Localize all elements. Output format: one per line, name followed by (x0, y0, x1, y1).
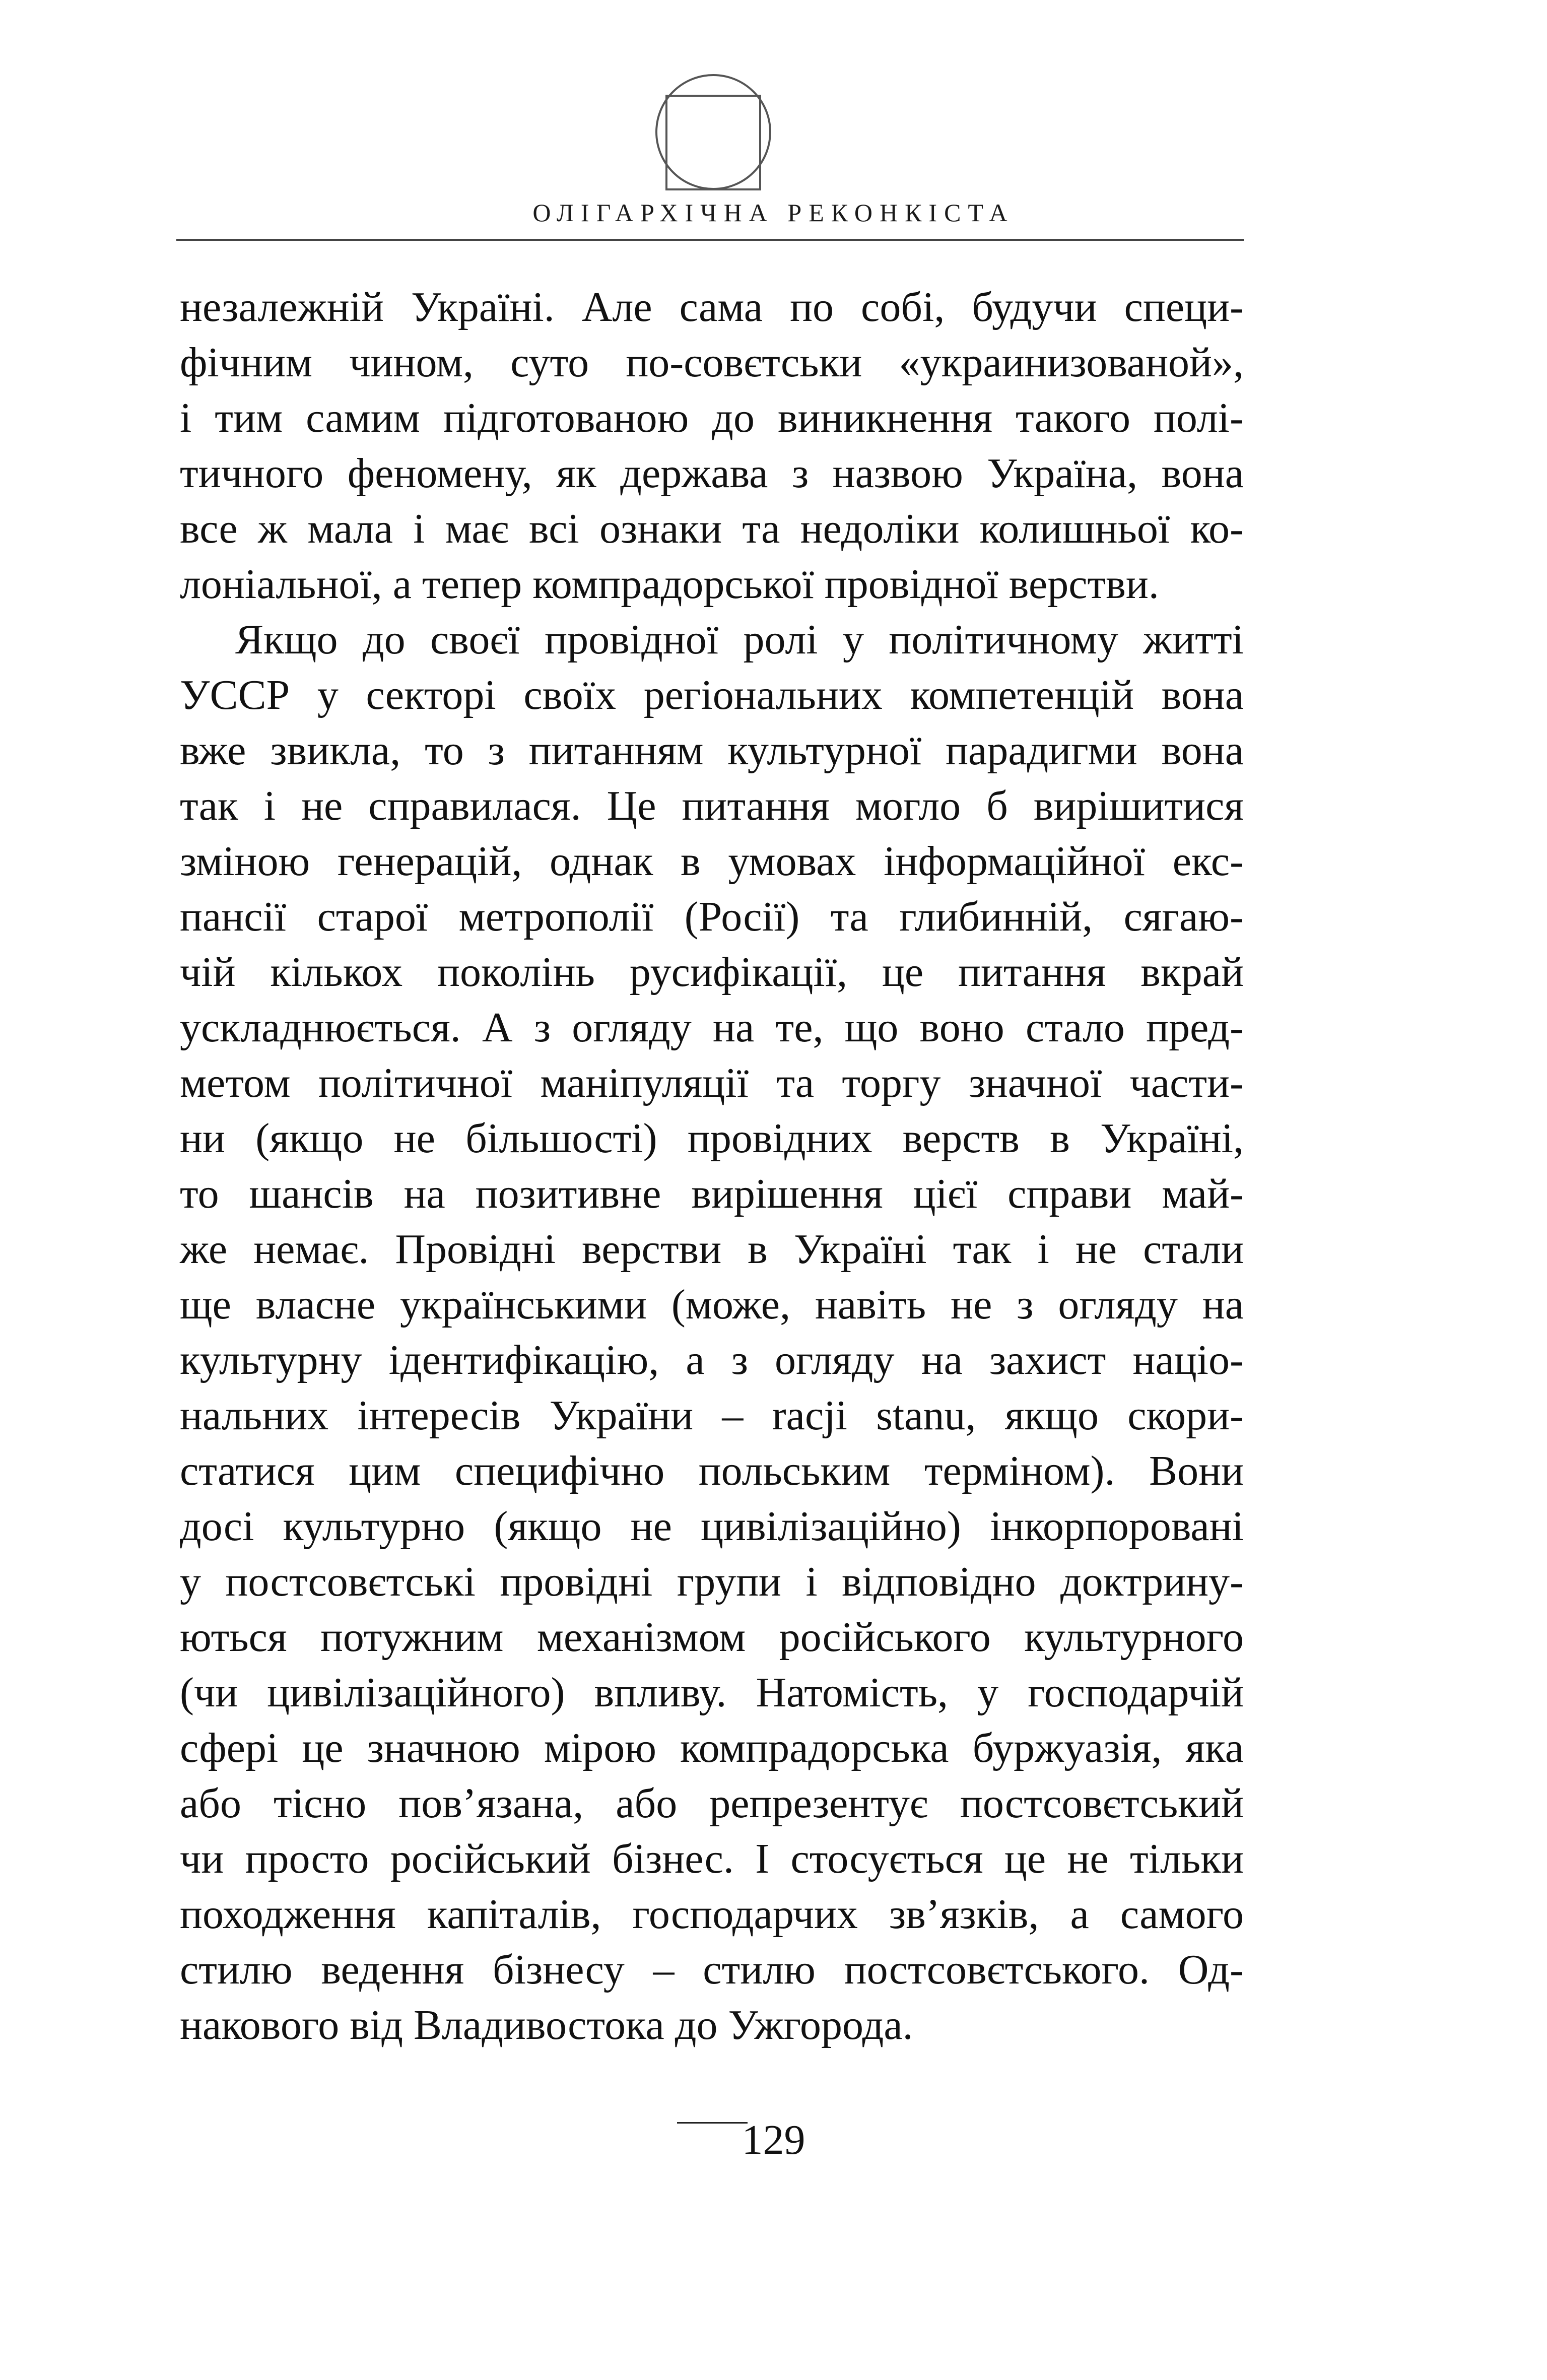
paragraph-2-line: походження капіталів, господарчих зв’язків, а самого (180, 1891, 1244, 1938)
paragraph-2-line: же немає. Провідні верстви в Україні так і не стали (180, 1226, 1244, 1273)
paragraph-2-line: зміною генерацій, однак в умовах інформаційної екс- (180, 838, 1244, 885)
paragraph-2-line: у постсовєтські провідні групи і відповідно доктрину- (180, 1558, 1244, 1605)
paragraph-1-line: фічним чином, суто по-совєтськи «украинизованой», (180, 339, 1244, 386)
paragraph-2-line: ускладнюється. А з огляду на те, що воно стало пред- (180, 1004, 1244, 1051)
paragraph-2-line: культурну ідентифікацію, а з огляду на захист націо- (180, 1337, 1244, 1383)
paragraph-2-line: досі культурно (якщо не цивілізаційно) інкорпоровані (180, 1503, 1244, 1550)
paragraph-2-line: так і не справилася. Це питання могло б вирішитися (180, 782, 1244, 829)
paragraph-2-line: сфері це значною мірою компрадорська буржуазія, яка (180, 1725, 1244, 1771)
paragraph-2-line: пансії старої метрополії (Росії) та глибинній, сягаю- (180, 893, 1244, 940)
paragraph-2-line: то шансів на позитивне вирішення цієї справи май- (180, 1170, 1244, 1217)
paragraph-1-line: лоніальної, а тепер компрадорської провідної верстви. (180, 561, 1159, 608)
paragraph-2-line: нальних інтересів України – racji stanu, якщо скори- (180, 1392, 1244, 1439)
paragraph-1-line: тичного феномену, як держава з назвою Україна, вона (180, 450, 1244, 497)
paragraph-2-line: ще власне українськими (може, навіть не з огляду на (180, 1281, 1244, 1328)
paragraph-2-line: статися цим специфічно польським терміном). Вони (180, 1447, 1244, 1494)
paragraph-1-line: і тим самим підготованою до виникнення такого полі- (180, 394, 1244, 441)
header-rule (176, 239, 1244, 241)
paragraph-2-line: чи просто російський бізнес. І стосується це не тільки (180, 1835, 1244, 1882)
paragraph-2-line: або тісно пов’язана, або репрезентує постсовєтський (180, 1780, 1244, 1827)
paragraph-2-line: метом політичної маніпуляції та торгу значної части- (180, 1060, 1244, 1106)
paragraph-2-line: чій кількох поколінь русифікації, це питання вкрай (180, 949, 1244, 996)
page-number: 129 (742, 2117, 805, 2163)
body-text (180, 280, 1244, 2053)
circle-square-emblem-icon (653, 72, 774, 192)
paragraph-2-line: ни (якщо не більшості) провідних верств в Україні, (180, 1115, 1244, 1162)
paragraph-2-line: Якщо до своєї провідної ролі у політичному житті (235, 616, 1244, 663)
paragraph-2-line: стилю ведення бізнесу – стилю постсовєтського. Од- (180, 1946, 1244, 1993)
paragraph-1-line: незалежній Україні. Але сама по собі, будучи специ- (180, 284, 1244, 330)
paragraph-2-line: УССР у секторі своїх регіональних компетенцій вона (180, 672, 1244, 718)
paragraph-2-line: накового від Владивостока до Ужгорода. (180, 2002, 913, 2048)
paragraph-2-line: вже звикла, то з питанням культурної парадигми вона (180, 727, 1244, 774)
paragraph-2-line: (чи цивілізаційного) впливу. Натомість, у господарчій (180, 1669, 1244, 1716)
running-title: ОЛІГАРХІЧНА РЕКОНКІСТА (532, 199, 1015, 227)
paragraph-2-line: ються потужним механізмом російського культурного (180, 1614, 1244, 1661)
paragraph-1-line: все ж мала і має всі ознаки та недоліки колишньої ко- (180, 505, 1244, 552)
